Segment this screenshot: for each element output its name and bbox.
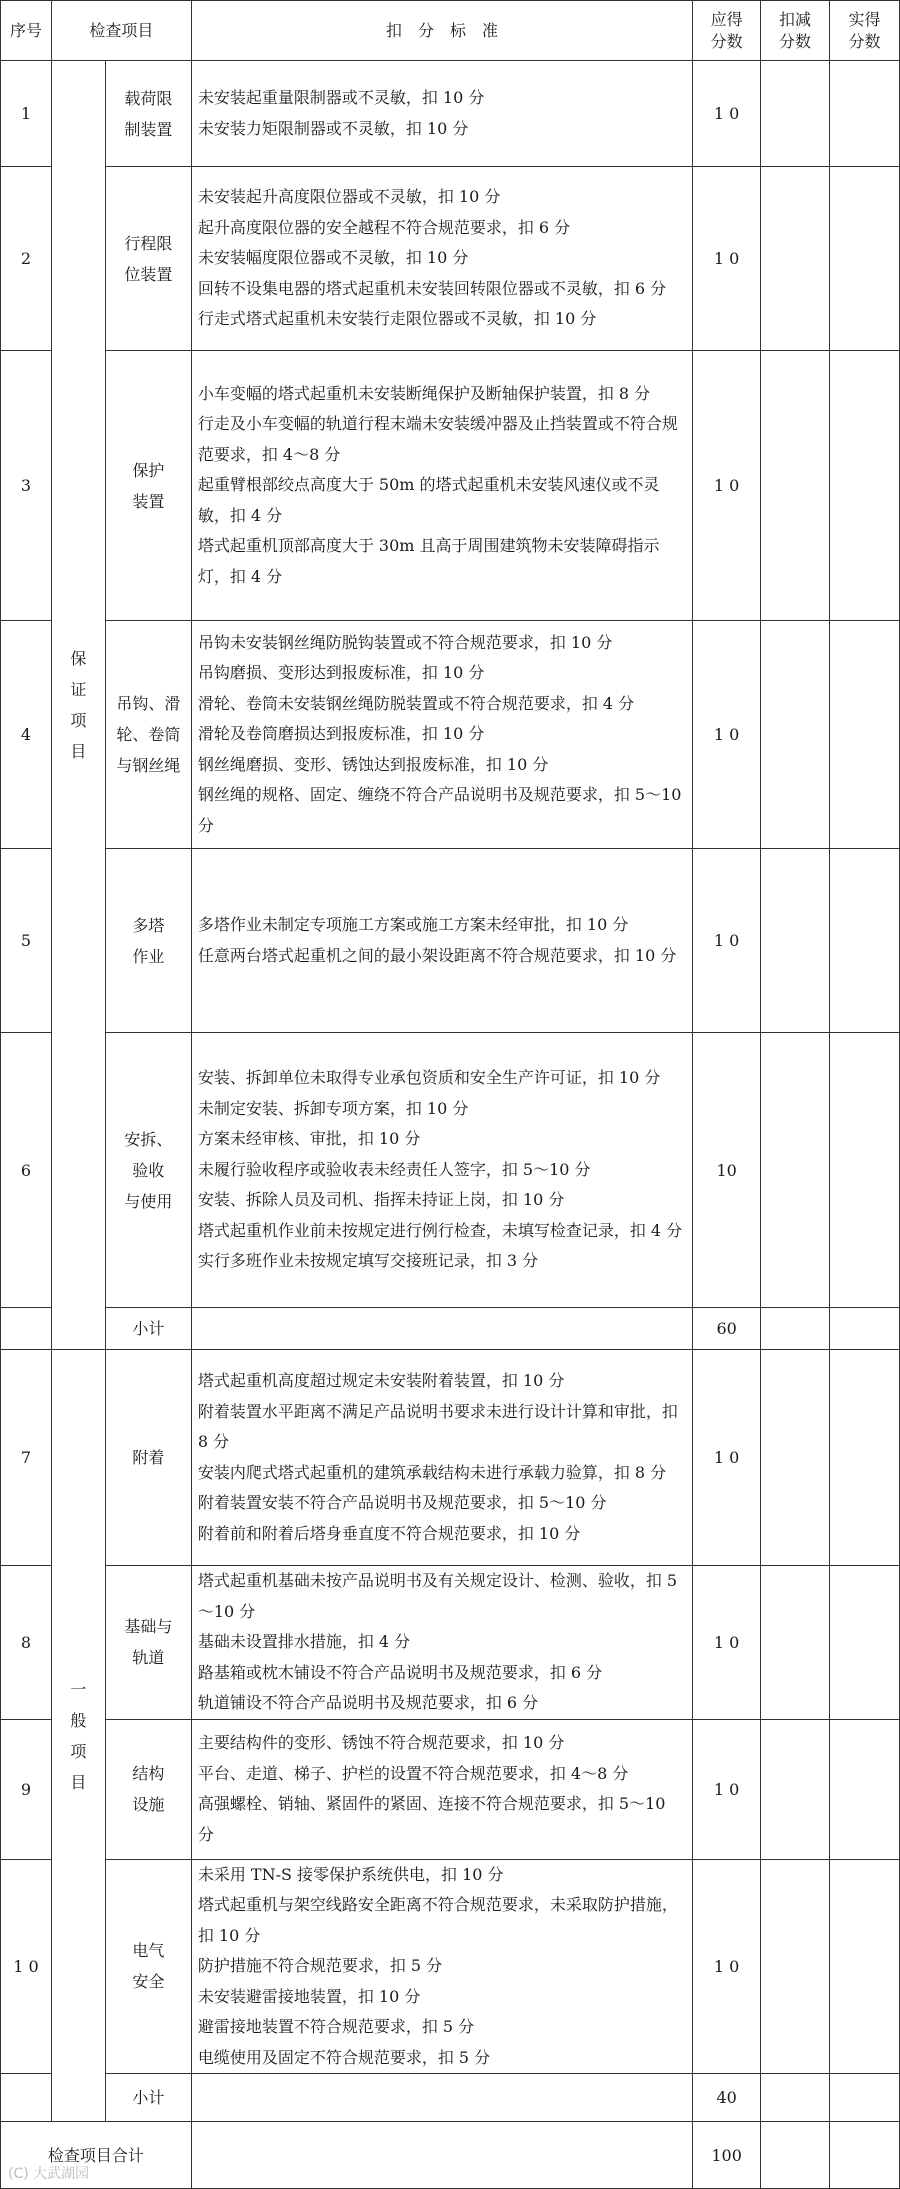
criteria-line: 塔式起重机与架空线路安全距离不符合规范要求，未采取防护措施，扣 10 分 (197, 1895, 678, 1945)
row-criteria (191, 167, 692, 351)
row-item: 吊钩、滑 轮、卷筒 与钢丝绳 (105, 621, 191, 849)
total-label: 检查项目合计 (1, 2122, 192, 2189)
row-deduct-cell[interactable] (761, 621, 830, 849)
row-score: 10 (693, 1033, 761, 1308)
criteria-line: 钢丝绳的规格、固定、缠绕不符合产品说明书及规范要求，扣 5～10 分 (197, 785, 682, 835)
header-seq: 序号 (1, 1, 52, 61)
criteria-line: 起重臂根部绞点高度大于 50m 的塔式起重机未安装风速仪或不灵敏，扣 4 分 (197, 475, 660, 525)
criteria-line: 塔式起重机高度超过规定未安装附着装置，扣 10 分 (197, 1371, 565, 1390)
subtotal-label: 小计 (105, 2074, 191, 2122)
table-row (1, 1566, 900, 1720)
header-deduct: 扣减 分数 (761, 1, 830, 61)
row-item: 载荷限 制装置 (105, 61, 191, 167)
criteria-line: 未制定安装、拆卸专项方案，扣 10 分 (197, 1098, 469, 1118)
category-general: 一 般 项 目 (51, 1350, 105, 2122)
subtotal-row (1, 1308, 900, 1350)
table-row (1, 61, 900, 167)
row-criteria (191, 1033, 692, 1308)
criteria-line: 小车变幅的塔式起重机未安装断绳保护及断轴保护装置，扣 8 分 (197, 383, 651, 403)
row-score: 1 0 (693, 1859, 761, 2074)
row-criteria (191, 61, 692, 167)
row-actual-cell[interactable] (830, 1719, 900, 1859)
row-score: 1 0 (693, 849, 761, 1033)
subtotal-label: 小计 (105, 1308, 191, 1350)
row-seq: 4 (1, 621, 52, 849)
subtotal-score: 60 (693, 1308, 761, 1350)
row-item: 附着 (105, 1350, 191, 1566)
table-row (1, 1719, 900, 1859)
total-score: 100 (693, 2122, 761, 2189)
criteria-line: 吊钩未安装钢丝绳防脱钩装置或不符合规范要求，扣 10 分 (197, 632, 613, 652)
criteria-line: 滑轮及卷筒磨损达到报废标准，扣 10 分 (197, 724, 485, 744)
subtotal-actual-cell[interactable] (830, 2074, 900, 2122)
header-standard: 扣 分 标 准 (191, 1, 692, 61)
header-row (1, 1, 900, 61)
row-criteria (191, 1566, 692, 1720)
watermark: (C) 大武湖园 (8, 2166, 90, 2182)
table-row (1, 351, 900, 621)
row-deduct-cell[interactable] (761, 1566, 830, 1720)
row-deduct-cell[interactable] (761, 61, 830, 167)
row-actual-cell[interactable] (830, 621, 900, 849)
criteria-line: 平台、走道、梯子、护栏的设置不符合规范要求，扣 4～8 分 (197, 1763, 629, 1783)
criteria-line: 起升高度限位器的安全越程不符合规范要求，扣 6 分 (197, 217, 571, 237)
criteria-line: 附着装置安装不符合产品说明书及规范要求，扣 5～10 分 (197, 1493, 607, 1512)
header-actual: 实得 分数 (830, 1, 900, 61)
row-score: 1 0 (693, 1350, 761, 1566)
row-criteria (191, 1859, 692, 2074)
criteria-line: 任意两台塔式起重机之间的最小架设距离不符合规范要求，扣 10 分 (197, 945, 677, 965)
table-row (1, 621, 900, 849)
row-actual-cell[interactable] (830, 1566, 900, 1720)
criteria-line: 未安装幅度限位器或不灵敏，扣 10 分 (197, 248, 469, 268)
criteria-line: 未安装力矩限制器或不灵敏，扣 10 分 (197, 118, 469, 138)
row-seq: 8 (1, 1566, 52, 1720)
row-seq: 2 (1, 167, 52, 351)
row-seq: 6 (1, 1033, 52, 1308)
row-actual-cell[interactable] (830, 61, 900, 167)
criteria-line: 钢丝绳磨损、变形、锈蚀达到报废标准，扣 10 分 (197, 754, 549, 774)
criteria-line: 主要结构件的变形、锈蚀不符合规范要求，扣 10 分 (197, 1733, 565, 1752)
row-actual-cell[interactable] (830, 351, 900, 621)
subtotal-criteria-cell (191, 1308, 692, 1350)
criteria-line: 滑轮、卷筒未安装钢丝绳防脱装置或不符合规范要求，扣 4 分 (197, 693, 635, 713)
criteria-line: 未安装避雷接地装置，扣 10 分 (197, 1986, 421, 2006)
criteria-line: 实行多班作业未按规定填写交接班记录，扣 3 分 (197, 1251, 539, 1271)
subtotal-deduct-cell[interactable] (761, 1308, 830, 1350)
criteria-line: 未安装起重量限制器或不灵敏，扣 10 分 (197, 88, 485, 107)
criteria-line: 行走及小车变幅的轨道行程末端未安装缓冲器及止挡装置或不符合规范要求，扣 4～8 分 (197, 414, 678, 464)
criteria-line: 高强螺栓、销轴、紧固件的紧固、连接不符合规范要求，扣 5～10 分 (197, 1794, 666, 1844)
row-seq: 1 (1, 61, 52, 167)
row-actual-cell[interactable] (830, 849, 900, 1033)
row-score: 1 0 (693, 1566, 761, 1720)
total-criteria-cell (191, 2122, 692, 2189)
criteria-line: 安装、拆除人员及司机、指挥未持证上岗，扣 10 分 (197, 1190, 565, 1210)
criteria-line: 塔式起重机基础未按产品说明书及有关规定设计、检测、验收，扣 5～10 分 (197, 1571, 678, 1621)
criteria-line: 多塔作业未制定专项施工方案或施工方案未经审批，扣 10 分 (197, 915, 629, 934)
criteria-line: 防护措施不符合规范要求，扣 5 分 (197, 1956, 443, 1975)
row-seq: 1 0 (1, 1859, 52, 2074)
row-deduct-cell[interactable] (761, 167, 830, 351)
criteria-line: 附着前和附着后塔身垂直度不符合规范要求，扣 10 分 (197, 1523, 581, 1543)
criteria-line: 未履行验收程序或验收表未经责任人签字，扣 5～10 分 (197, 1159, 591, 1179)
row-item: 行程限 位装置 (105, 167, 191, 351)
row-actual-cell[interactable] (830, 167, 900, 351)
subtotal-row (1, 2074, 900, 2122)
row-criteria (191, 1719, 692, 1859)
row-seq: 7 (1, 1350, 52, 1566)
row-score: 1 0 (693, 1719, 761, 1859)
table-row (1, 1033, 900, 1308)
criteria-line: 塔式起重机作业前未按规定进行例行检查，未填写检查记录，扣 4 分 (197, 1220, 683, 1240)
criteria-line: 电缆使用及固定不符合规范要求，扣 5 分 (197, 2047, 491, 2067)
table-row (1, 849, 900, 1033)
table-row (1, 1859, 900, 2074)
row-deduct-cell[interactable] (761, 351, 830, 621)
row-actual-cell[interactable] (830, 1033, 900, 1308)
row-item: 保护 装置 (105, 351, 191, 621)
category-guarantee: 保 证 项 目 (51, 61, 105, 1350)
row-score: 1 0 (693, 167, 761, 351)
row-item: 电气 安全 (105, 1859, 191, 2074)
row-seq: 3 (1, 351, 52, 621)
row-deduct-cell[interactable] (761, 1350, 830, 1566)
row-criteria (191, 849, 692, 1033)
subtotal-deduct-cell[interactable] (761, 2074, 830, 2122)
row-deduct-cell[interactable] (761, 1859, 830, 2074)
row-score: 1 0 (693, 61, 761, 167)
criteria-line: 未采用 TN-S 接零保护系统供电，扣 10 分 (197, 1864, 504, 1884)
total-row (1, 2122, 900, 2189)
subtotal-criteria-cell (191, 2074, 692, 2122)
criteria-line: 路基箱或枕木铺设不符合产品说明书及规范要求，扣 6 分 (197, 1662, 603, 1682)
row-actual-cell[interactable] (830, 1859, 900, 2074)
row-seq: 5 (1, 849, 52, 1033)
header-due: 应得 分数 (693, 1, 761, 61)
criteria-line: 塔式起重机顶部高度大于 30m 且高于周围建筑物未安装障碍指示灯，扣 4 分 (197, 536, 660, 586)
row-item: 多塔 作业 (105, 849, 191, 1033)
row-criteria (191, 621, 692, 849)
row-actual-cell[interactable] (830, 1350, 900, 1566)
criteria-line: 吊钩磨损、变形达到报废标准，扣 10 分 (197, 663, 485, 683)
subtotal-score: 40 (693, 2074, 761, 2122)
criteria-line: 行走式塔式起重机未安装行走限位器或不灵敏，扣 10 分 (197, 309, 597, 329)
criteria-line: 附着装置水平距离不满足产品说明书要求未进行设计计算和审批，扣 8 分 (197, 1401, 678, 1451)
header-item: 检查项目 (51, 1, 191, 61)
row-criteria (191, 1350, 692, 1566)
row-item: 基础与 轨道 (105, 1566, 191, 1720)
row-criteria (191, 351, 692, 621)
row-item: 结构 设施 (105, 1719, 191, 1859)
subtotal-actual-cell[interactable] (830, 1308, 900, 1350)
criteria-line: 安装、拆卸单位未取得专业承包资质和安全生产许可证，扣 10 分 (197, 1068, 661, 1088)
criteria-line: 避雷接地装置不符合规范要求，扣 5 分 (197, 2017, 475, 2036)
criteria-line: 轨道铺设不符合产品说明书及规范要求，扣 6 分 (197, 1693, 539, 1712)
row-item: 安拆、 验收 与使用 (105, 1033, 191, 1308)
table-row (1, 1350, 900, 1566)
total-actual-cell[interactable] (830, 2122, 900, 2189)
table-row (1, 167, 900, 351)
total-deduct-cell[interactable] (761, 2122, 830, 2189)
row-score: 1 0 (693, 621, 761, 849)
subtotal-seq-cell (1, 2074, 52, 2122)
row-deduct-cell[interactable] (761, 849, 830, 1033)
subtotal-seq-cell (1, 1308, 52, 1350)
row-deduct-cell[interactable] (761, 1719, 830, 1859)
criteria-line: 方案未经审核、审批，扣 10 分 (197, 1129, 421, 1149)
criteria-line: 安装内爬式塔式起重机的建筑承载结构未进行承载力验算，扣 8 分 (197, 1462, 667, 1482)
criteria-line: 基础未设置排水措施，扣 4 分 (197, 1632, 411, 1651)
row-deduct-cell[interactable] (761, 1033, 830, 1308)
row-seq: 9 (1, 1719, 52, 1859)
row-score: 1 0 (693, 351, 761, 621)
criteria-line: 未安装起升高度限位器或不灵敏，扣 10 分 (197, 187, 501, 207)
criteria-line: 回转不设集电器的塔式起重机未安装回转限位器或不灵敏，扣 6 分 (197, 278, 667, 298)
